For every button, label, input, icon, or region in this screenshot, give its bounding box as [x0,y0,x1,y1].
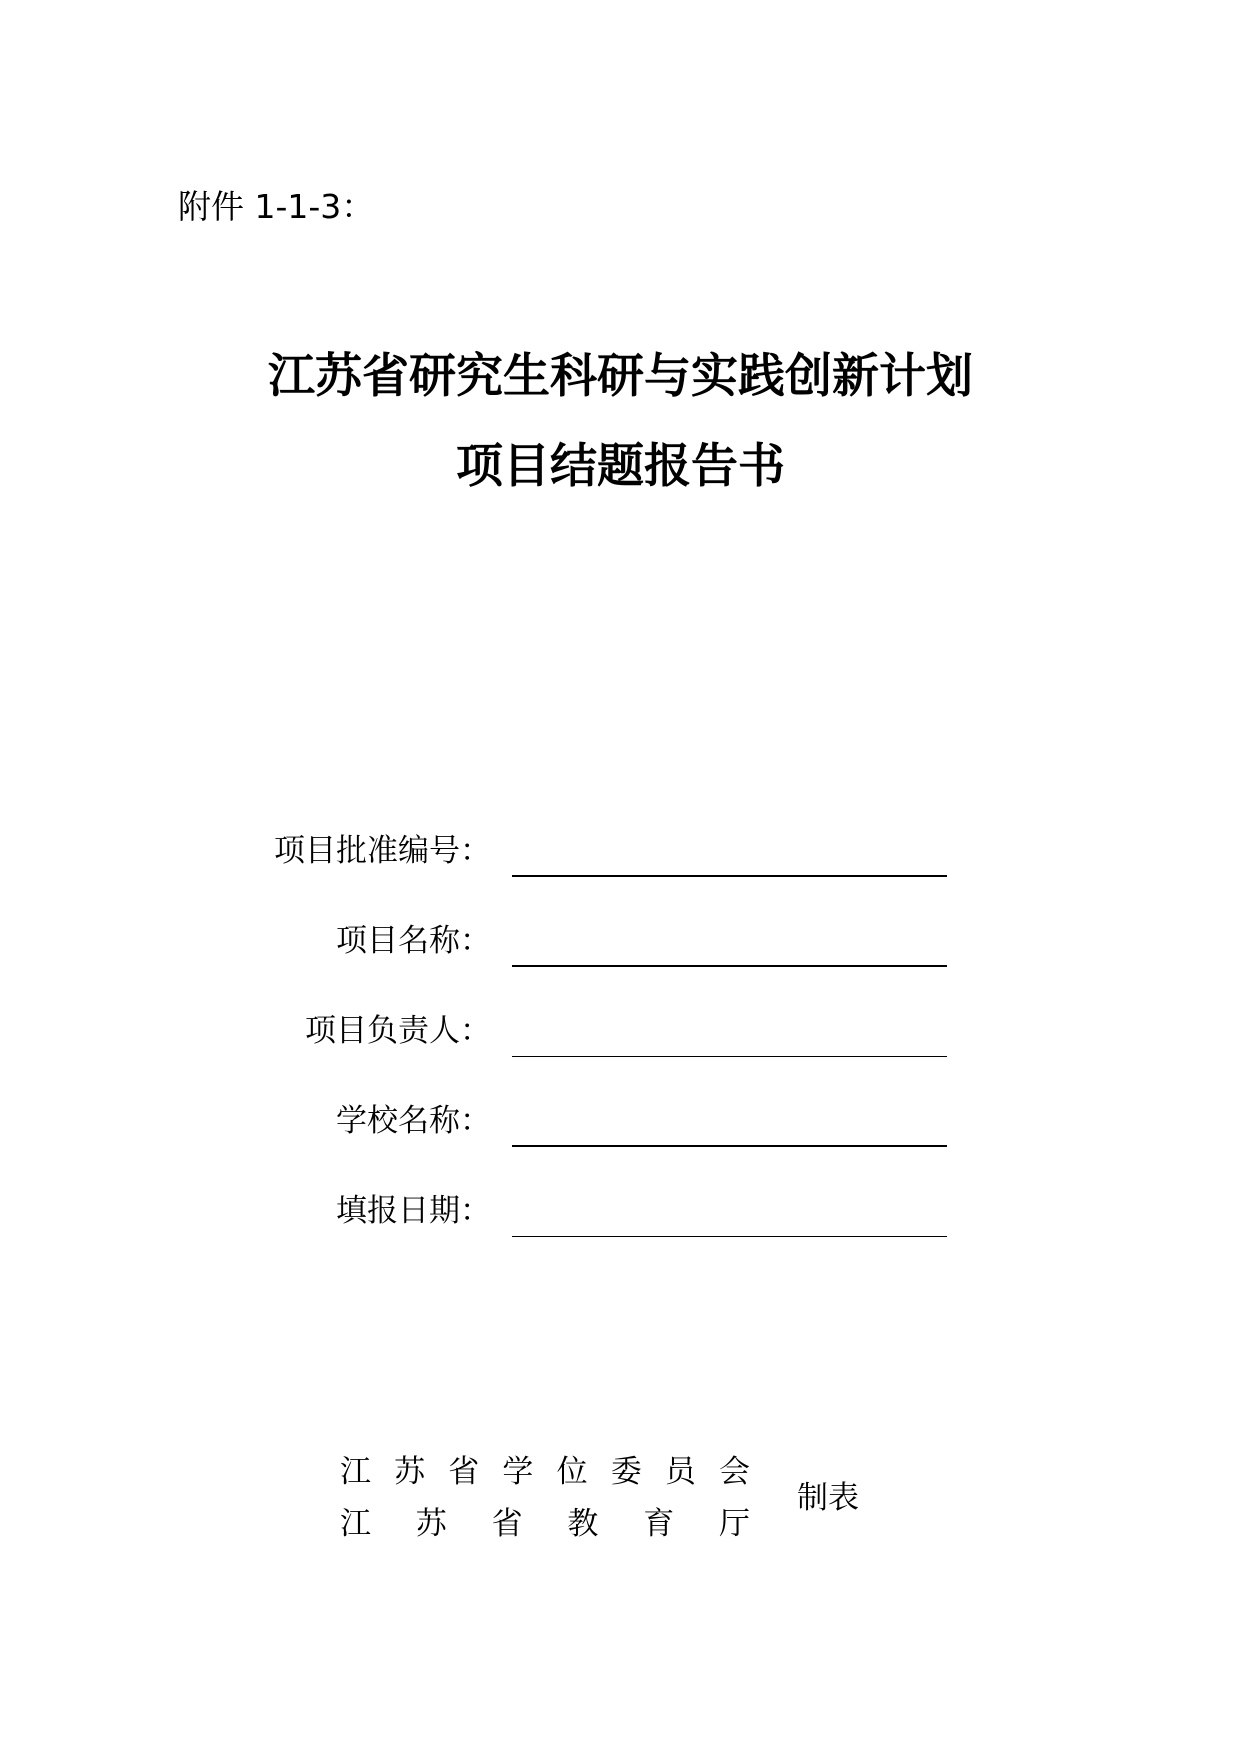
document-title-line-2: 项目结题报告书 [456,439,785,494]
field-label: 项目名称： [336,923,491,959]
field-project-name [0,913,1241,969]
issuer-char: 江 [340,1506,371,1542]
issuer-char: 育 [643,1506,675,1542]
field-approval-number [0,823,1241,879]
project-name-input[interactable] [512,940,947,967]
field-fill-date [0,1183,1241,1239]
school-name-input[interactable] [512,1120,947,1147]
field-label: 填报日期： [336,1193,491,1229]
issuer-suffix: 制表 [797,1480,859,1516]
issuer-char: 苏 [415,1506,447,1542]
field-label: 项目负责人： [305,1013,491,1049]
issuer-char: 厅 [718,1506,750,1542]
field-school-name [0,1093,1241,1149]
issuer-char: 位 [556,1454,588,1490]
issuer-line-2 [340,1502,750,1546]
approval-number-input[interactable] [512,850,947,877]
issuer-char: 省 [448,1454,480,1490]
field-label: 学校名称： [336,1103,491,1139]
issuer-line-1 [340,1450,750,1494]
issuer-char: 员 [664,1454,696,1490]
document-title-line-1: 江苏省研究生科研与实践创新计划 [268,349,973,404]
field-label: 项目批准编号： [274,833,491,869]
issuer-char: 会 [718,1454,750,1490]
issuer-char: 江 [340,1454,371,1490]
issuer-char: 学 [502,1454,534,1490]
fill-date-input[interactable] [512,1210,947,1237]
issuer-char: 委 [610,1454,642,1490]
issuer-char: 省 [491,1506,523,1542]
attachment-label: 附件 1-1-3： [178,187,375,226]
project-leader-input[interactable] [512,1030,947,1057]
issuer-char: 苏 [394,1454,426,1490]
field-project-leader [0,1003,1241,1059]
issuer-char: 教 [567,1506,599,1542]
